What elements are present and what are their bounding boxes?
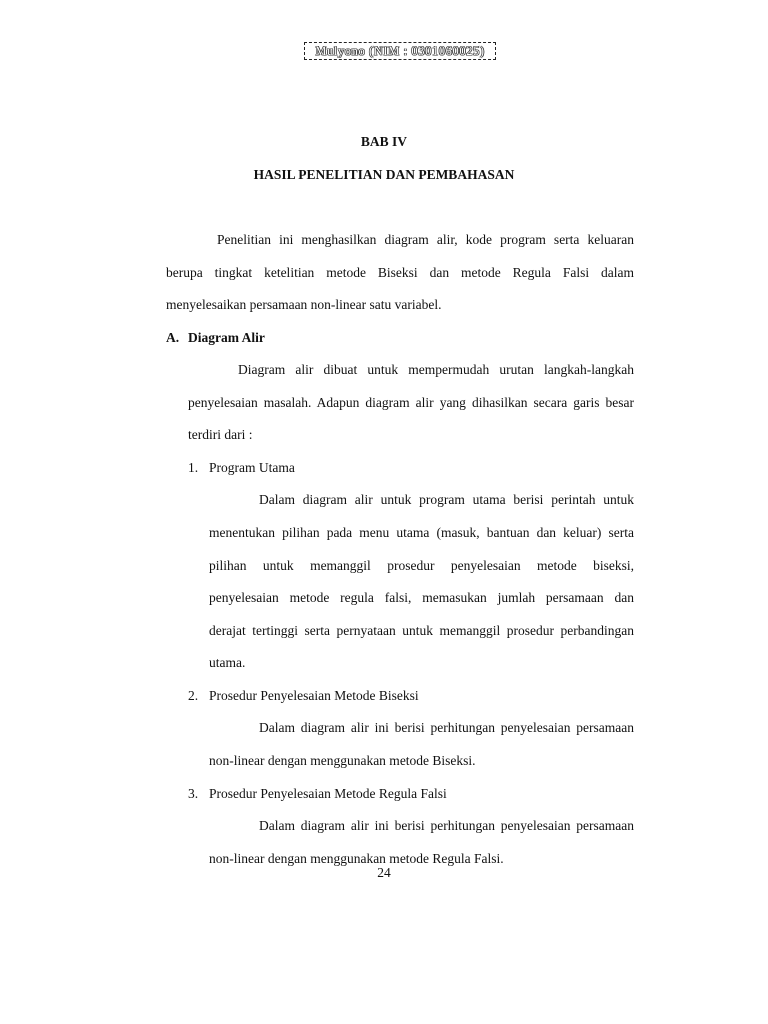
author-stamp: Mulyono (NIM : 0301060025) bbox=[304, 42, 496, 60]
item-1-number: 1. bbox=[188, 460, 199, 475]
item-1-line-4: penyelesaian metode regula falsi, memasukan jumlah persamaan dan bbox=[209, 590, 634, 605]
item-3-line-2: non-linear dengan menggunakan metode Regula Falsi. bbox=[209, 851, 504, 866]
section-a-line-3: terdiri dari : bbox=[188, 427, 253, 442]
intro-line-3: menyelesaikan persamaan non-linear satu variabel. bbox=[166, 297, 442, 312]
item-3-line-1: Dalam diagram alir ini berisi perhitungan penyelesaian persamaan bbox=[259, 818, 634, 833]
item-2-number: 2. bbox=[188, 688, 199, 703]
item-1-line-3: pilihan untuk memanggil prosedur penyelesaian metode biseksi, bbox=[209, 558, 634, 573]
item-1-line-2: menentukan pilihan pada menu utama (masuk, bantuan dan keluar) serta bbox=[209, 525, 634, 540]
item-2-line-1: Dalam diagram alir ini berisi perhitungan penyelesaian persamaan bbox=[259, 720, 634, 735]
item-1-title: Program Utama bbox=[209, 460, 295, 475]
section-a-line-2: penyelesaian masalah. Adapun diagram alir yang dihasilkan secara garis besar bbox=[188, 395, 634, 410]
item-2-line-2: non-linear dengan menggunakan metode Biseksi. bbox=[209, 753, 476, 768]
section-a-title: Diagram Alir bbox=[188, 330, 265, 345]
chapter-number: BAB IV bbox=[360, 134, 408, 149]
item-3-title: Prosedur Penyelesaian Metode Regula Falsi bbox=[209, 786, 447, 801]
page-number: 24 bbox=[377, 865, 391, 880]
item-1-line-1: Dalam diagram alir untuk program utama berisi perintah untuk bbox=[259, 492, 634, 507]
section-a-marker: A. bbox=[166, 330, 180, 345]
intro-line-1: Penelitian ini menghasilkan diagram alir, kode program serta keluaran bbox=[217, 232, 634, 247]
chapter-title: HASIL PENELITIAN DAN PEMBAHASAN bbox=[253, 167, 515, 182]
intro-line-2: berupa tingkat ketelitian metode Biseksi dan metode Regula Falsi dalam bbox=[166, 265, 634, 280]
item-1-line-6: utama. bbox=[209, 655, 246, 670]
section-a-line-1: Diagram alir dibuat untuk mempermudah urutan langkah-langkah bbox=[238, 362, 634, 377]
item-2-title: Prosedur Penyelesaian Metode Biseksi bbox=[209, 688, 419, 703]
item-1-line-5: derajat tertinggi serta pernyataan untuk memanggil prosedur perbandingan bbox=[209, 623, 634, 638]
item-3-number: 3. bbox=[188, 786, 199, 801]
